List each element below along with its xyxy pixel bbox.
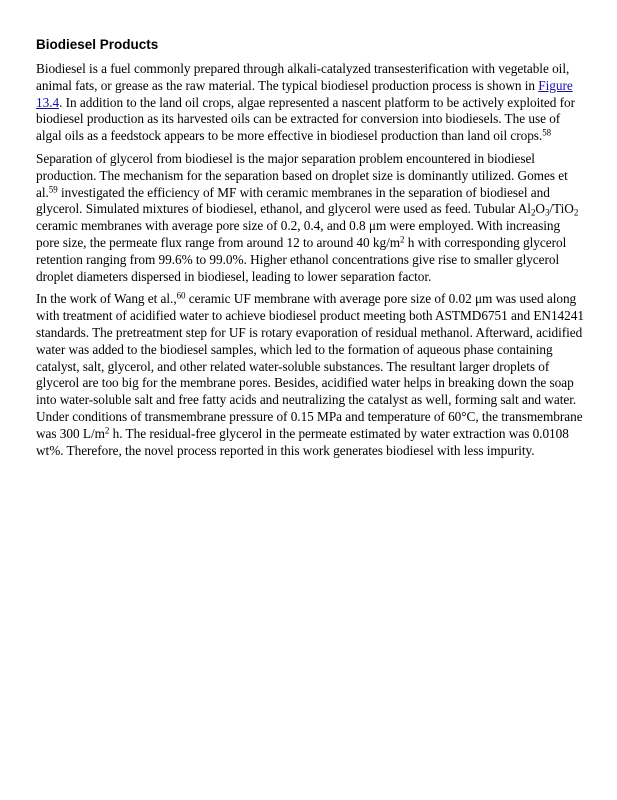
paragraph-3-text-b: ceramic UF membrane with average pore size of 0.02 μm was used along with treatment of acidified water to achieve biodiesel product meeting both ASTMD6751 and EN14241 standards. The pretreatment step for UF is rotary evaporation of residual methanol. Afterward, acidified water was added to the biodiesel samples, which led to the formation of aqueous phase containing catalyst, salt, glycerol, and other related water-soluble substances. The resultant larger droplets of glycerol are too big for the membrane pores. Besides, acidified water helps in breaking down the soap into water-soluble salt and free fatty acids and neutralizing the catalyst as well, forming salt and water. Under conditions of transmembrane pressure of 0.15 MPa and temperature of 60°C, the transmembrane was 300 L/m (36, 291, 584, 441)
paragraph-2-text-a: Separation of glycerol from biodiesel is the major separation problem encountered in biodiesel production. The mechanism for the separation based on droplet size is dominantly utilized. Gomes et al. (36, 150, 568, 200)
reference-58: 58 (542, 127, 552, 138)
document-page (36, 36, 584, 465)
paragraph-2-text-f: h with corresponding glycerol retention ranging from 99.6% to 99.0%. Higher ethanol concentrations give rise to smaller glycerol droplet diameters dispersed in biodiesel, leading to lower separation factor. (36, 234, 567, 284)
reference-59: 59 (48, 184, 58, 195)
paragraph-2 (36, 151, 584, 285)
paragraph-3-text-a: In the work of Wang et al., (36, 291, 177, 307)
paragraph-1 (36, 61, 584, 145)
figure-13-4-link[interactable]: Figure 13.4 (36, 77, 573, 110)
paragraph-3 (36, 291, 584, 459)
paragraph-1-text-b: . In addition to the land oil crops, algae represented a nascent platform to be actively exploited for biodiesel production as its harvested oils can be extracted for conversion into biodiesels. The use of algal oils as a feedstock appears to be more effective in biodiesel production than land oil crops. (36, 94, 575, 144)
superscript-m2: 2 (104, 425, 110, 436)
subscript-o-3: 3 (544, 207, 550, 218)
paragraph-2-text-d: /TiO (549, 201, 574, 217)
subscript-o-2: 2 (573, 207, 579, 218)
reference-60: 60 (176, 290, 186, 301)
superscript-m2: 2 (400, 234, 405, 245)
subscript-al-2: 2 (530, 207, 536, 218)
paragraph-2-text-c: O (535, 201, 545, 217)
paragraph-1-text-a: Biodiesel is a fuel commonly prepared through alkali-catalyzed transesterification with vegetable oil, animal fats, or grease as the raw material. The typical biodiesel production process is shown in (36, 61, 570, 93)
paragraph-2-text-b: investigated the efficiency of MF with ceramic membranes in the separation of biodiesel and glycerol. Simulated mixtures of biodiesel, ethanol, and glycerol were used as feed. Tubular Al (36, 184, 550, 217)
paragraph-2-text-e: ceramic membranes with average pore size of 0.2, 0.4, and 0.8 μm were employed. With increasing pore size, the permeate flux range from around 12 to around 40 kg/m (36, 218, 561, 250)
paragraph-3-text-c: h. The residual-free glycerol in the permeate estimated by water extraction was 0.0108 wt%. Therefore, the novel process reported in this work generates biodiesel with less impurity. (36, 425, 569, 458)
section-heading: Biodiesel Products (36, 37, 159, 52)
